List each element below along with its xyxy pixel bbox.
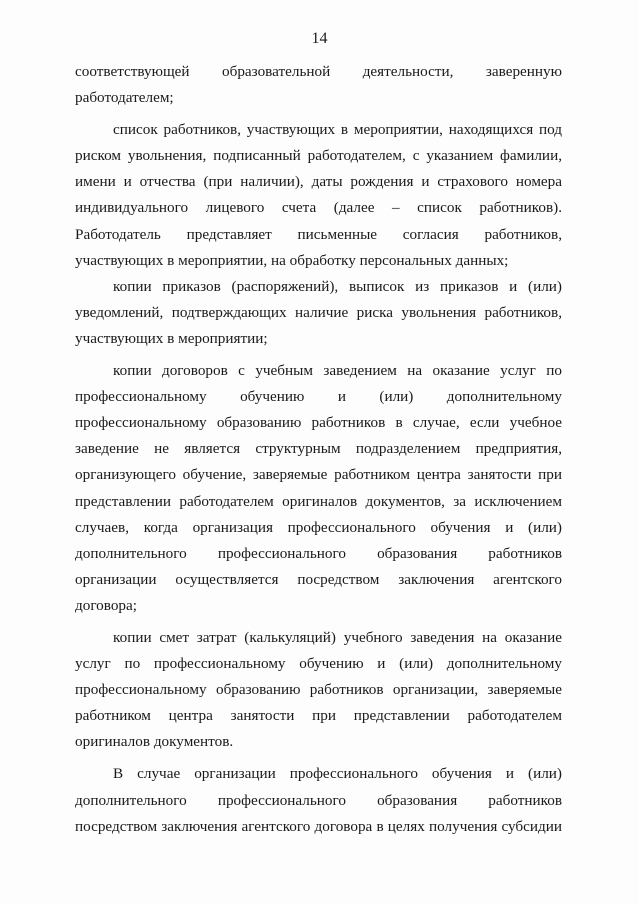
paragraph-continuation: соответствующей образовательной деятельности, заверенную работодателем; bbox=[75, 63, 562, 107]
paragraph-employee-list: список работников, участвующих в мероприятии, находящихся под риском увольнения, подписанный работодателем, с указанием фамилии, имени и отчества (при наличии), даты рождения и страхового номера индивидуального лицевого счета (далее – список работников). Работодатель представляет письменные согласия работников, участвующих в мероприятии, на обработку персональных данных; bbox=[75, 121, 562, 269]
document-body bbox=[75, 59, 562, 840]
paragraph-cost-estimates: копии смет затрат (калькуляций) учебного заведения на оказание услуг по профессиональному обучению и (или) дополнительному профессиональному образованию работников организации, заверяемые работником центра занятости при представлении работодателем оригиналов документов. bbox=[75, 628, 562, 751]
page-number: 14 bbox=[311, 30, 328, 47]
paragraph-contract-copies: копии договоров с учебным заведением на оказание услуг по профессиональному обучению и (или) дополнительному профессиональному образованию работников в случае, если учебное заведение не является структурным подразделением предприятия, организующего обучение, заверяемые работником центра занятости при представлении работодателем оригиналов документов, за исключением случаев, когда организация профессионального обучения и (или) дополнительного профессионального образования работников организации осуществляется посредством заключения агентского договора; bbox=[75, 362, 562, 614]
paragraph-agency-agreement: В случае организации профессионального обучения и (или) дополнительного профессионального образования работников посредством заключения агентского договора в целях получения субсидии bbox=[75, 765, 562, 835]
paragraph-order-copies: копии приказов (распоряжений), выписок из приказов и (или) уведомлений, подтверждающих наличие риска увольнения работников, участвующих в мероприятии; bbox=[75, 277, 562, 347]
